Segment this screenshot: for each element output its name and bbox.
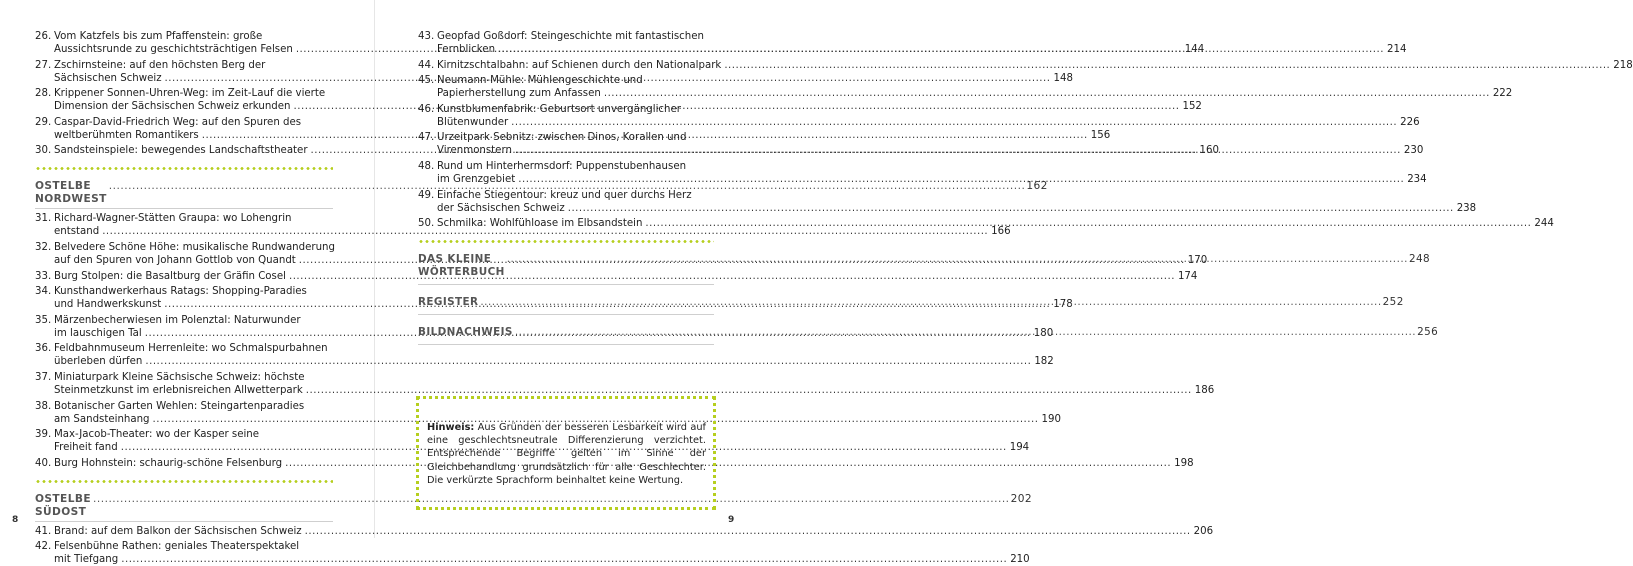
entry-title-line: und Handwerkskunst — [54, 299, 162, 311]
entry-title-line: Schmilka: Wohlfühloase im Elbsandstein — [437, 218, 643, 230]
entry-number: 41. — [35, 525, 52, 537]
entry-number: 42. — [35, 541, 52, 553]
entry-title-line: Brand: auf dem Balkon der Sächsischen Schweiz — [54, 525, 302, 537]
dot-leader — [121, 553, 1007, 566]
dot-leader — [507, 253, 1408, 266]
entry-page: 166 — [991, 226, 1011, 238]
entry-title-line: Aussichtsrunde zu geschichtsträchtigen Felsen — [54, 44, 293, 55]
entry-number: 44. — [418, 59, 435, 71]
entry-page: 190 — [1041, 413, 1061, 425]
entry-number: 26. — [35, 31, 52, 42]
entry-title-line: Neumann-Mühle: Mühlengeschichte und — [437, 75, 643, 87]
entry-title-line: Freiheit fand — [54, 442, 118, 454]
entry-number: 46. — [418, 103, 435, 115]
back-matter-title: REGISTER — [418, 296, 479, 309]
entry-line — [437, 202, 1476, 215]
section-rule — [418, 314, 714, 315]
section-page: 202 — [1010, 492, 1032, 505]
entry-text — [437, 189, 1476, 215]
entry-title-line: weltberühmten Romantikers — [54, 129, 199, 141]
dotted-separator — [418, 240, 714, 243]
entry-number: 34. — [35, 286, 52, 298]
entry-number: 48. — [418, 160, 435, 172]
dot-leader — [498, 43, 1384, 56]
page-number-left: 8 — [12, 515, 19, 525]
entry-line — [437, 59, 1633, 72]
entry-page: 198 — [1174, 457, 1194, 469]
entry-line — [437, 116, 1420, 129]
dot-leader — [515, 144, 1401, 157]
section-title: OSTELBE NORDWEST — [35, 180, 107, 206]
entry-title-line: Burg Stolpen: die Basaltburg der Gräfin Cosel — [54, 270, 286, 282]
note-body: Aus Gründen der besseren Lesbarkeit wird auf eine geschlechtsneutrale Differenzierung verzichtet. Entsprechende Begriffe gelten im Sinne der Gleichbehandlung grundsätzlich für alle Geschlechter. Die verkürzte Sprachform beinhaltet keine Wertung. — [427, 422, 706, 486]
entry-page: 170 — [1187, 254, 1208, 266]
entry-title-line: entstand — [54, 226, 100, 238]
entry-line — [437, 87, 1512, 100]
entry-title-line: Geopfad Goßdorf: Steingeschichte mit fantastischen — [437, 31, 704, 42]
entry-page: 160 — [1199, 145, 1219, 157]
section-rule — [418, 284, 714, 285]
entry-line — [437, 103, 1420, 116]
entry-title-line: Krippener Sonnen-Uhren-Weg: im Zeit-Lauf die vierte — [54, 88, 326, 100]
entry-title-line: Felsenbühne Rathen: geniales Theaterspektakel — [54, 541, 300, 553]
entry-page: 180 — [1033, 327, 1054, 339]
dot-leader — [724, 59, 1610, 72]
entry-title-line: Steinmetzkunst im erlebnisreichen Allwetterpark — [54, 384, 303, 396]
entry-number: 35. — [35, 314, 52, 326]
entry-text — [437, 217, 1554, 230]
toc-entry[interactable] — [418, 160, 1427, 186]
entry-title-line: Fernblicken — [437, 44, 496, 55]
toc-entry[interactable] — [418, 59, 1633, 72]
entry-line — [54, 553, 1030, 566]
entry-page: 178 — [1053, 299, 1073, 311]
entry-page: 214 — [1387, 44, 1407, 55]
entry-page: 230 — [1403, 145, 1424, 157]
back-matter-page: 252 — [1382, 296, 1404, 309]
entry-title-line: am Sandsteinhang — [54, 413, 150, 425]
entry-number: 28. — [35, 88, 52, 100]
entry-number: 29. — [35, 116, 52, 128]
entry-page: 186 — [1194, 384, 1215, 396]
entry-text — [54, 540, 1030, 566]
entry-title-line: der Sächsischen Schweiz — [437, 202, 565, 214]
entry-title-line: Dimension der Sächsischen Schweiz erkunden — [54, 101, 291, 113]
note-text — [421, 401, 711, 487]
entry-page: 156 — [1090, 129, 1111, 141]
entry-number: 36. — [35, 343, 52, 355]
entry-title-line: Vom Katzfels bis zum Pfaffenstein: große — [54, 31, 263, 42]
entry-title-line: Belvedere Schöne Höhe: musikalische Rundwanderung — [54, 241, 335, 253]
entry-title-line: Burg Hohnstein: schaurig-schöne Felsenburg — [54, 457, 283, 469]
note-label: Hinweis: — [427, 422, 475, 433]
dot-leader — [518, 173, 1404, 186]
entry-page: 238 — [1456, 202, 1477, 214]
entry-number: 32. — [35, 241, 52, 253]
entry-text — [437, 74, 1512, 100]
dot-leader — [480, 296, 1381, 309]
entry-title-line: Max-Jacob-Theater: wo der Kasper seine — [54, 429, 260, 441]
entry-text — [437, 131, 1423, 157]
entry-text — [437, 59, 1633, 72]
entry-title-line: Kunsthandwerkerhaus Ratags: Shopping-Paradies — [54, 286, 307, 298]
entry-line — [437, 160, 1427, 173]
entry-page: 244 — [1534, 218, 1554, 230]
entry-line — [437, 74, 1512, 87]
entry-line — [437, 30, 1406, 43]
entry-number: 37. — [35, 371, 52, 383]
entry-number: 45. — [418, 75, 435, 87]
note-box — [416, 396, 716, 510]
entry-title-line: Feldbahnmuseum Herrenleite: wo Schmalspurbahnen — [54, 343, 328, 355]
entry-title-line: Papierherstellung zum Anfassen — [437, 88, 601, 100]
section-title: OSTELBE SÜDOST — [35, 492, 91, 518]
back-matter-page: 256 — [1417, 326, 1439, 339]
entry-text — [437, 103, 1420, 129]
entry-title-line: Richard-Wagner-Stätten Graupa: wo Lohengrin — [54, 213, 292, 225]
entry-title-line: Botanischer Garten Wehlen: Steingartenparadies — [54, 400, 305, 412]
entry-page: 144 — [1184, 44, 1205, 55]
entry-page: 210 — [1010, 554, 1030, 566]
entry-title-line: Caspar-David-Friedrich Weg: auf den Spuren des — [54, 116, 302, 128]
entry-title-line: Einfache Stiegentour: kreuz und quer durchs Herz — [437, 189, 692, 201]
entry-title-line: Virenmonstern — [437, 145, 512, 157]
back-matter-title: DAS KLEINE WÖRTERBUCH — [418, 253, 505, 279]
entry-number: 39. — [35, 429, 52, 441]
back-matter-title: BILDNACHWEIS — [418, 326, 513, 339]
entry-title-line: Urzeitpark Sebnitz: zwischen Dinos, Korallen und — [437, 132, 687, 144]
toc-entry[interactable] — [418, 189, 1477, 215]
entry-title-line: auf den Spuren von Johann Gottlob von Quandt — [54, 254, 296, 266]
entry-title-line: Rund um Hinterhermsdorf: Puppenstubenhausen — [437, 160, 687, 172]
entry-title-line: Blütenwunder — [437, 116, 509, 128]
entry-line — [437, 144, 1423, 157]
entry-page: 234 — [1407, 173, 1427, 185]
entry-page: 218 — [1613, 59, 1633, 71]
entry-line — [437, 173, 1427, 186]
back-matter-page: 248 — [1409, 253, 1431, 266]
page-number-right: 9 — [728, 515, 735, 525]
entry-page: 226 — [1400, 116, 1420, 128]
entry-page: 194 — [1009, 442, 1030, 454]
entry-number: 27. — [35, 59, 52, 71]
entry-title-line: Märzenbecherwiesen im Polenztal: Naturwunder — [54, 314, 301, 326]
entry-title-line: Kirnitzschtalbahn: auf Schienen durch den Nationalpark — [437, 59, 722, 71]
entry-number: 50. — [418, 218, 435, 230]
entry-page: 152 — [1182, 101, 1202, 113]
entry-title-line: im Grenzgebiet — [437, 173, 516, 185]
entry-line — [437, 217, 1554, 230]
entry-title-line: Sächsischen Schweiz — [54, 72, 162, 84]
entry-line — [437, 189, 1476, 202]
entry-line — [437, 43, 1406, 56]
entry-title-line: Zschirnsteine: auf den höchsten Berg der — [54, 59, 266, 71]
entry-title-line: mit Tiefgang — [54, 554, 119, 566]
dot-leader — [645, 217, 1531, 230]
dot-leader — [568, 202, 1454, 215]
entry-page: 148 — [1053, 72, 1073, 84]
entry-title-line: Kunstblumenfabrik: Geburtsort unvergänglicher — [437, 103, 681, 115]
entry-number: 40. — [35, 457, 52, 469]
entry-number: 49. — [418, 189, 435, 201]
toc-entry[interactable] — [418, 217, 1554, 230]
dot-leader — [511, 116, 1397, 129]
dot-leader — [515, 326, 1416, 339]
entry-page: 222 — [1492, 88, 1513, 100]
entry-number: 47. — [418, 132, 435, 144]
entry-text — [437, 30, 1406, 56]
entry-page: 174 — [1177, 270, 1198, 282]
section-page: 162 — [1026, 180, 1048, 193]
entry-title-line: Sandsteinspiele: bewegendes Landschaftstheater — [54, 145, 308, 157]
entry-number: 43. — [418, 31, 435, 42]
entry-page: 206 — [1193, 525, 1214, 537]
entry-line — [437, 131, 1423, 144]
section-rule — [418, 344, 714, 345]
entry-title-line: im lauschigen Tal — [54, 327, 142, 339]
toc-entry[interactable] — [35, 540, 1030, 566]
entry-number: 30. — [35, 145, 52, 157]
entry-title-line: überleben dürfen — [54, 356, 143, 368]
dot-leader — [604, 87, 1490, 100]
entry-text — [437, 160, 1427, 186]
entry-number: 38. — [35, 400, 52, 412]
entry-number: 33. — [35, 270, 52, 282]
entry-number: 31. — [35, 213, 52, 225]
entry-title-line: Miniaturpark Kleine Sächsische Schweiz: höchste — [54, 371, 305, 383]
entry-page: 182 — [1034, 356, 1054, 368]
entry-line — [54, 540, 1030, 553]
